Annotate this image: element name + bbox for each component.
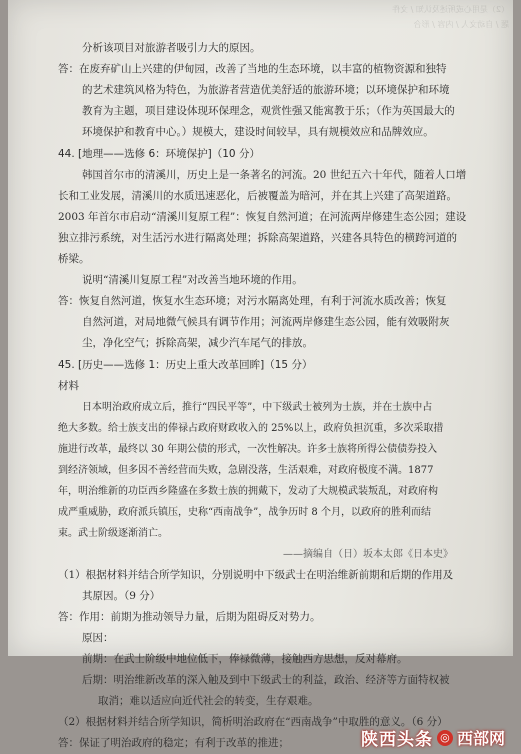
source-watermark	[361, 725, 505, 750]
text-line: 环境保护和教育中心。）规模大，建设时间较早，具有规模效应和品牌效应。	[82, 126, 434, 138]
text-line: 2003 年首尔市启动“清溪川复原工程”：恢复自然河道；在河流两岸修建生态公园；建设	[58, 211, 467, 223]
text-line: 施进行改革，最终以 30 年期公债的形式，一次性解决。许多士族将所得公债债券投入	[58, 444, 438, 455]
text-line: 到经济领域，但多因不善经营而失败，急剧没落，生活艰难，对政府极度不满。1877	[58, 465, 434, 476]
watermark-left-text: 陕西头条	[360, 730, 433, 750]
text-line: 材料	[58, 380, 79, 392]
text-line: 束。武士阶级逐渐消亡。	[58, 528, 168, 539]
text-line: 日本明治政府成立后，推行“四民平等”，中下级武士被列为士族，并在士族中占	[82, 402, 433, 413]
text-line: 答：作用：前期为推动领导力量，后期为阻碍反对势力。	[58, 611, 321, 623]
text-line: ——摘编自（日）坂本太郎《日本史》	[283, 549, 453, 560]
text-line: 教育为主题，项目建设体现环保理念，观赏性强又能寓教于乐；（作为英国最大的	[82, 105, 455, 117]
text-line: 取消；难以适应向近代社会的转变，生存艰难。	[98, 695, 319, 707]
text-line: 后期：明治维新改革的深入触及到中下级武士的利益，政治、经济等方面特权被	[82, 674, 450, 686]
question-heading: 45. [历史——选修 1：历史上重大改革回眸]（15 分）	[58, 359, 313, 371]
text-line: 尘，净化空气；拆除高架，减少汽车尾气的排放。	[82, 337, 313, 349]
text-line: 其原因。（9 分）	[82, 590, 161, 602]
text-line: 答：保证了明治政府的稳定；有利于改革的推进；	[58, 737, 289, 749]
text-line: （1）根据材料并结合所学知识，分别说明中下级武士在明治维新前期和后期的作用及	[58, 569, 454, 581]
question-heading: 44. [地理——选修 6：环境保护]（10 分）	[58, 148, 260, 160]
text-line: （2）根据材料并结合所学知识，简析明治政府在“西南战争”中取胜的意义。（6 分）	[58, 716, 448, 728]
text-line: 绝大多数。给士族支出的俸禄占政府财政收入的 25%以上，政府负担沉重，多次采取措	[58, 423, 444, 434]
text-line: 原因：	[82, 632, 114, 644]
watermark-logo-icon: ◎	[437, 730, 453, 746]
text-line: 韩国首尔市的清溪川，历史上是一条著名的河流。20 世纪五六十年代，随着人口增	[82, 169, 467, 181]
text-line: 长和工业发展，清溪川的水质迅速恶化，后被覆盖为暗河，并在其上兴建了高架道路。	[58, 190, 457, 202]
exam-content	[58, 38, 467, 754]
bleed-through-text: （2）是用心或所述及认知 / 文件题 / 自动文人 / 内容 / 形合	[392, 5, 509, 29]
text-line: 成严重威胁，政府派兵镇压，史称“西南战争”，战争历时 8 个月，以政府的胜利而结	[58, 507, 431, 518]
text-line: 说明“清溪川复原工程”对改善当地环境的作用。	[82, 274, 303, 286]
text-line: 独立排污系统，对生活污水进行隔离处理；拆除高架道路，兴建各具特色的横跨河道的	[58, 232, 457, 244]
text-line: 分析该项目对旅游者吸引力大的原因。	[82, 42, 261, 54]
text-line: 的艺术建筑风格为特色，为旅游者营造优美舒适的旅游环境；以环境保护和环境	[82, 84, 450, 96]
text-line: 桥梁。	[58, 253, 90, 265]
text-line: 自然河道，对局地微气候具有调节作用；河流两岸修建生态公园，能有效吸附灰	[82, 316, 450, 328]
text-line: 年，明治维新的功臣西乡隆盛在多数士族的拥戴下，发动了大规模武装叛乱，对政府构	[58, 486, 438, 497]
text-line: 答：恢复自然河道，恢复水生态环境；对污水隔离处理，有利于河流水质改善；恢复	[58, 295, 447, 307]
watermark-right-text: 西部网	[456, 729, 505, 748]
text-line: 答：在废弃矿山上兴建的伊甸园，改善了当地的生态环境，以丰富的植物资源和独特	[58, 63, 447, 75]
text-line: 前期：在武士阶级中地位低下，俸禄微薄，接触西方思想，反对幕府。	[82, 653, 408, 665]
